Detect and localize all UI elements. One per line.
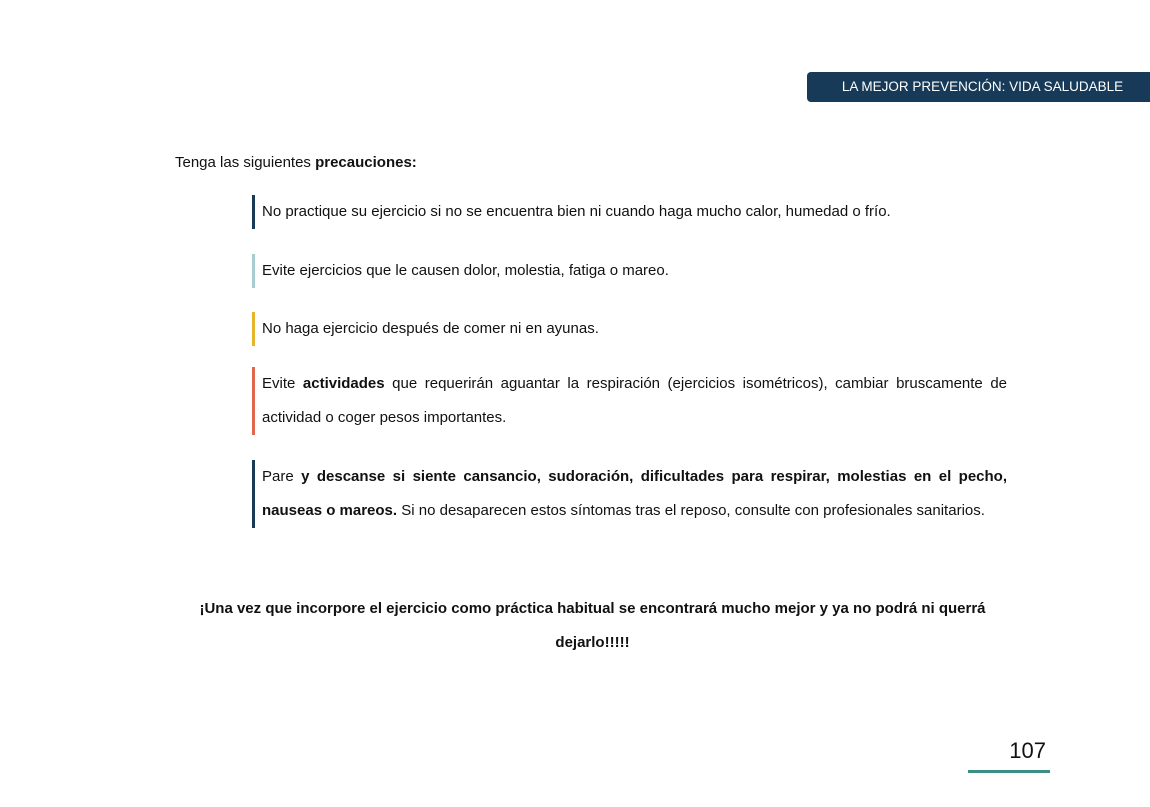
precaution-text-3: No haga ejercicio después de comer ni en ayunas. [262,320,599,337]
precaution-text-2: Evite ejercicios que le causen dolor, molestia, fatiga o mareo. [262,262,669,279]
precaution-4-bold: actividades [302,375,385,392]
intro-plain: Tenga las siguientes [175,154,316,171]
page-number: 107 [1009,738,1046,763]
precaution-4-post: que requerirán aguantar la respiración (ejercicios isométricos), cambiar bruscamente de actividad o coger pesos importantes. [262,375,1008,426]
precaution-item-4 [252,367,1007,435]
precaution-item-3 [252,312,1007,346]
precaution-5-bold: y descanse si siente cansancio, sudoración, dificultades para respirar, molestias en el pecho, nauseas o mareos. [262,468,1008,519]
closing-statement: ¡Una vez que incorpore el ejercicio como práctica habitual se encontrará mucho mejor y ya no podrá ni querrá dejarlo!!!!! [199,600,986,651]
precaution-4-pre: Evite [262,375,303,392]
page-number-rule [968,770,1050,773]
precaution-5-pre: Pare [262,468,302,485]
precaution-item-2 [252,254,1007,288]
section-header-badge: LA MEJOR PREVENCIÓN: VIDA SALUDABLE [807,72,1150,102]
precaution-5-post: Si no desaparecen estos síntomas tras el reposo, consulte con profesionales sanitarios. [397,502,985,519]
intro-text [175,154,417,171]
precaution-text-1: No practique su ejercicio si no se encuentra bien ni cuando haga mucho calor, humedad o frío. [262,203,891,220]
intro-bold: precauciones: [315,154,417,171]
precaution-item-5 [252,460,1007,528]
precaution-item-1 [252,195,1007,229]
